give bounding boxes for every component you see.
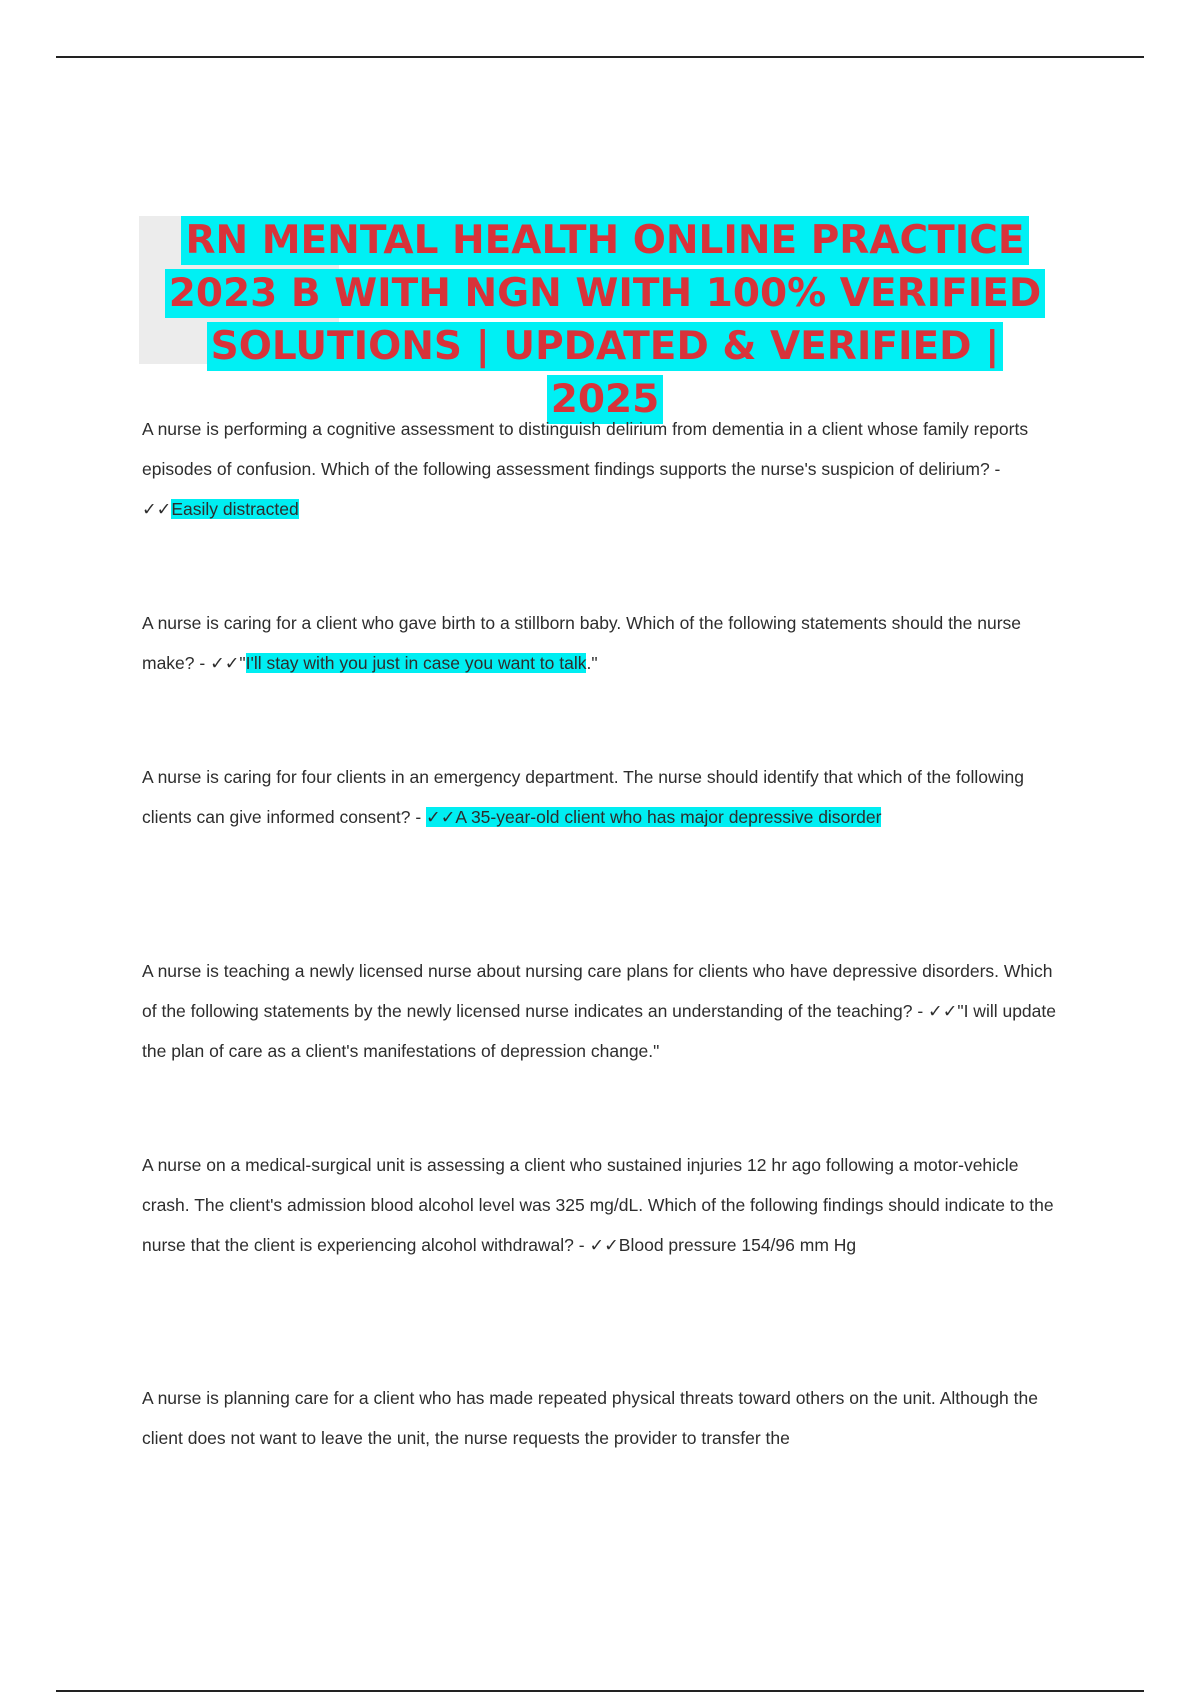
question-text: A nurse is teaching a newly licensed nurse about nursing care plans for clients who have depressive disorders. Which of the following statements by the newly licensed nurse indicates an understanding of the teaching? - ✓✓"I will update the plan of care as a client's manifestations of depression change." <box>142 961 1056 1061</box>
answer-suffix: ." <box>586 653 598 673</box>
qa-item <box>142 409 1062 529</box>
qa-item <box>142 1145 1062 1265</box>
answer-highlight: ✓✓A 35-year-old client who has major depressive disorder <box>426 807 882 827</box>
answer-highlight: Easily distracted <box>171 499 299 519</box>
document-title <box>150 214 1060 426</box>
qa-item <box>142 757 1062 837</box>
qa-item <box>142 603 1062 683</box>
bottom-rule <box>56 1690 1144 1692</box>
document-title-text: RN MENTAL HEALTH ONLINE PRACTICE 2023 B WITH NGN WITH 100% VERIFIED SOLUTIONS | UPDATED & VERIFIED | 2025 <box>165 216 1046 424</box>
answer-highlight: I'll stay with you just in case you want to talk <box>245 653 587 673</box>
top-rule <box>56 56 1144 58</box>
question-text: A nurse is caring for four clients in an emergency department. The nurse should identify that which of the following clients can give informed consent? - <box>142 767 1024 827</box>
question-text: A nurse on a medical-surgical unit is assessing a client who sustained injuries 12 hr ago following a motor-vehicle crash. The client's admission blood alcohol level was 325 mg/dL. Which of the following findings should indicate to the nurse that the client is experiencing alcohol withdrawal? - ✓✓Blood pressure 154/96 mm Hg <box>142 1155 1054 1255</box>
question-text: A nurse is caring for a client who gave birth to a stillborn baby. Which of the following statements should the nurse make? - ✓✓" <box>142 613 1022 673</box>
question-text: A nurse is planning care for a client who has made repeated physical threats toward others on the unit. Although the client does not want to leave the unit, the nurse requests the provider to transfer the <box>142 1388 1038 1448</box>
question-text: A nurse is performing a cognitive assessment to distinguish delirium from dementia in a client whose family reports episodes of confusion. Which of the following assessment findings supports the nurse's suspicion of delirium? - ✓✓ <box>142 419 1029 519</box>
qa-item <box>142 951 1062 1071</box>
qa-item <box>142 1378 1062 1458</box>
